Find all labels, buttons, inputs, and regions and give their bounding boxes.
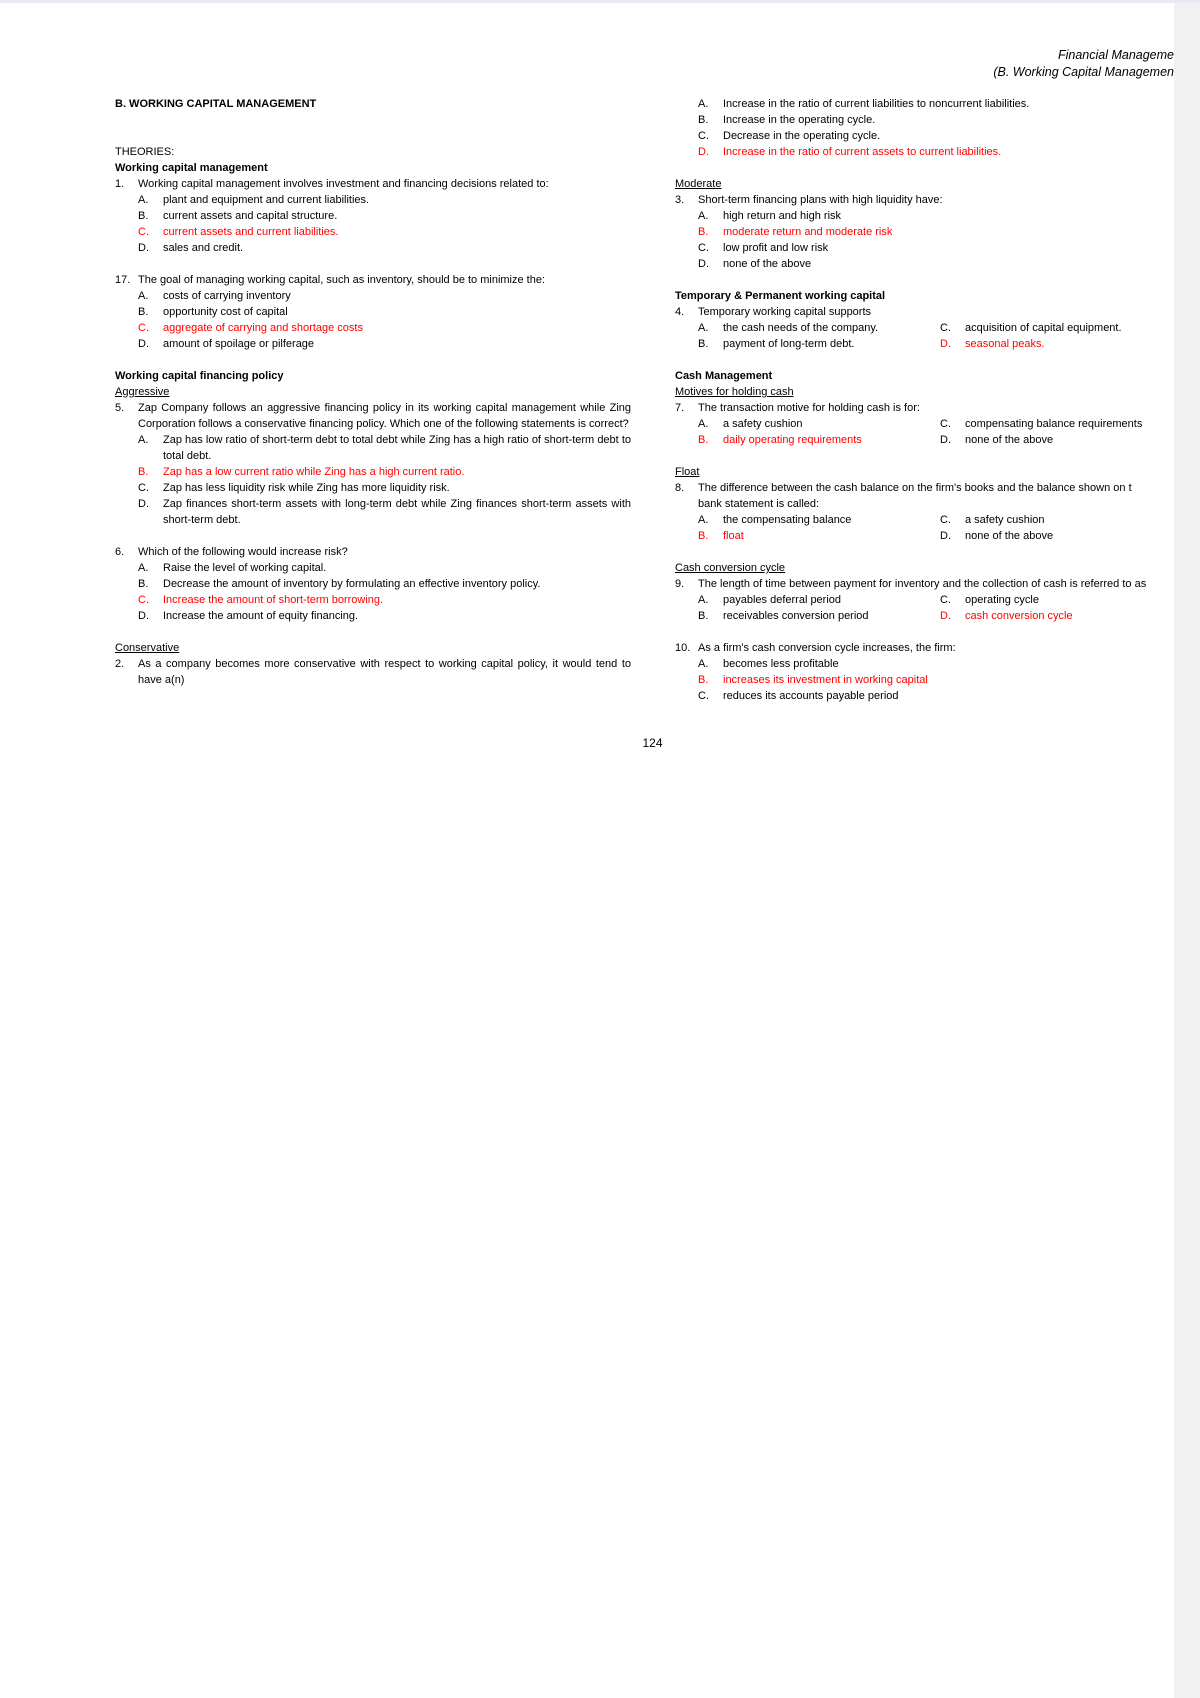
option-text: a safety cushion — [965, 514, 1045, 526]
option-a — [138, 288, 631, 304]
option-letter: D. — [698, 146, 709, 158]
question-text: Short-term financing plans with high liquidity have: — [698, 194, 943, 206]
option-letter: B. — [698, 674, 709, 686]
right-column — [675, 96, 1174, 704]
running-header-subtitle: (B. Working Capital Managemen — [993, 65, 1174, 79]
page-number: 124 — [642, 736, 663, 750]
option-letter: C. — [698, 242, 709, 254]
option-letter: A. — [698, 594, 709, 606]
question-number: 6. — [115, 546, 125, 558]
option-text: becomes less profitable — [723, 658, 839, 670]
question-8 — [675, 480, 1174, 496]
option-text: low profit and low risk — [723, 242, 829, 254]
subheading-float: Float — [675, 466, 700, 478]
question-text: The difference between the cash balance on the firm's books and the balance shown on t — [698, 482, 1132, 494]
option-a — [698, 416, 940, 432]
option-letter: B. — [138, 210, 149, 222]
option-letter: D. — [940, 610, 951, 622]
subheading-cash-conversion-cycle: Cash conversion cycle — [675, 562, 786, 574]
option-text: Increase the amount of equity financing. — [163, 610, 359, 622]
option-a — [698, 592, 940, 608]
option-letter: D. — [138, 338, 149, 350]
question-10 — [675, 640, 1174, 656]
option-d — [940, 528, 1174, 544]
option-letter: A. — [698, 98, 709, 110]
option-text: current assets and capital structure. — [163, 210, 338, 222]
section-title: B. WORKING CAPITAL MANAGEMENT — [115, 98, 317, 110]
option-letter: B. — [138, 466, 149, 478]
option-text: cash conversion cycle — [965, 610, 1073, 622]
option-letter: C. — [138, 322, 149, 334]
question-text: The goal of managing working capital, such as inventory, should be to minimize the: — [138, 274, 546, 286]
option-letter: C. — [940, 594, 951, 606]
option-a — [138, 192, 631, 208]
question-text: The length of time between payment for inventory and the collection of cash is referred to as — [698, 578, 1147, 590]
option-c — [940, 512, 1174, 528]
option-text: Raise the level of working capital. — [163, 562, 327, 574]
option-row — [698, 512, 1174, 528]
option-letter: D. — [138, 610, 149, 622]
question-1 — [115, 176, 631, 192]
question-text-continued: bank statement is called: — [698, 498, 820, 510]
theories-label: THEORIES: — [115, 146, 175, 158]
question-number: 8. — [675, 482, 685, 494]
option-letter: B. — [698, 610, 709, 622]
option-letter: B. — [698, 226, 709, 238]
option-text: daily operating requirements — [723, 434, 862, 446]
heading-temporary-permanent: Temporary & Permanent working capital — [675, 290, 886, 302]
option-a — [698, 656, 1174, 672]
option-row — [698, 320, 1174, 336]
question-number: 10. — [675, 642, 691, 654]
option-letter: B. — [698, 530, 709, 542]
question-3 — [675, 192, 1174, 208]
question-text: As a company becomes more conservative with respect to working capital policy, it would tend to have a(n) — [138, 658, 631, 686]
option-letter: D. — [940, 530, 951, 542]
question-text: Temporary working capital supports — [698, 306, 872, 318]
option-text: none of the above — [965, 530, 1054, 542]
option-text: the compensating balance — [723, 514, 852, 526]
option-text: none of the above — [723, 258, 812, 270]
left-column — [115, 96, 631, 688]
option-letter: B. — [698, 434, 709, 446]
option-letter: A. — [138, 562, 149, 574]
question-text: As a firm's cash conversion cycle increases, the firm: — [698, 642, 956, 654]
option-letter: A. — [698, 514, 709, 526]
subheading-motives: Motives for holding cash — [675, 386, 794, 398]
option-letter: A. — [698, 418, 709, 430]
option-letter: B. — [138, 306, 149, 318]
question-9 — [675, 576, 1174, 592]
subheading-moderate: Moderate — [675, 178, 722, 190]
heading-financing-policy: Working capital financing policy — [115, 370, 284, 382]
option-d-answer — [698, 144, 1174, 160]
option-b — [138, 304, 631, 320]
option-b-answer — [138, 464, 631, 480]
question-number: 3. — [675, 194, 685, 206]
option-a — [138, 560, 631, 576]
option-b — [138, 208, 631, 224]
option-a — [698, 96, 1174, 112]
question-2 — [115, 656, 631, 688]
option-row — [698, 608, 1174, 624]
question-number: 2. — [115, 658, 125, 670]
option-text: high return and high risk — [723, 210, 842, 222]
question-text: The transaction motive for holding cash is for: — [698, 402, 920, 414]
option-letter: A. — [698, 210, 709, 222]
question-text: Which of the following would increase risk? — [138, 546, 348, 558]
option-text: sales and credit. — [163, 242, 244, 254]
option-text: increases its investment in working capital — [723, 674, 928, 686]
option-row — [698, 432, 1174, 448]
option-text: a safety cushion — [723, 418, 803, 430]
option-b — [698, 112, 1174, 128]
option-text: the cash needs of the company. — [723, 322, 879, 334]
vertical-scrollbar[interactable] — [1174, 3, 1200, 1698]
option-letter: A. — [138, 290, 149, 302]
option-letter: C. — [698, 690, 709, 702]
option-letter: C. — [138, 482, 149, 494]
option-letter: C. — [138, 226, 149, 238]
option-letter: A. — [698, 322, 709, 334]
question-5 — [115, 400, 631, 432]
option-d — [698, 256, 1174, 272]
option-d-answer — [940, 336, 1174, 352]
option-letter: D. — [940, 338, 951, 350]
option-letter: D. — [138, 498, 149, 510]
question-number: 5. — [115, 402, 125, 414]
option-text: payment of long-term debt. — [723, 338, 855, 350]
option-c — [698, 128, 1174, 144]
option-d — [138, 608, 631, 624]
running-header-title: Financial Manageme — [1057, 48, 1174, 62]
option-letter: D. — [698, 258, 709, 270]
option-letter: B. — [138, 578, 149, 590]
option-text: operating cycle — [965, 594, 1039, 606]
option-text: Zap finances short-term assets with long-term debt while Zing finances short-term assets with short-term debt. — [163, 498, 631, 526]
option-row — [698, 336, 1174, 352]
option-a — [698, 512, 940, 528]
option-text: Increase in the ratio of current assets to current liabilities. — [723, 146, 1002, 158]
subheading-aggressive: Aggressive — [115, 386, 170, 398]
heading-cash-management: Cash Management — [675, 370, 773, 382]
option-letter: C. — [698, 130, 709, 142]
question-number: 4. — [675, 306, 685, 318]
question-6 — [115, 544, 631, 560]
option-text: acquisition of capital equipment. — [965, 322, 1122, 334]
option-letter: D. — [940, 434, 951, 446]
option-letter: C. — [940, 418, 951, 430]
option-letter: C. — [940, 514, 951, 526]
question-text: Working capital management involves investment and financing decisions related to: — [138, 178, 549, 190]
option-text: receivables conversion period — [723, 610, 869, 622]
option-d — [138, 240, 631, 256]
option-b — [138, 576, 631, 592]
option-text: payables deferral period — [723, 594, 842, 606]
option-text: float — [723, 530, 744, 542]
option-row — [698, 528, 1174, 544]
question-text: Zap Company follows an aggressive financing policy in its working capital management while Zing Corporation follows a conservative financing policy. Which one of the following statements is correct? — [138, 402, 631, 430]
option-text: Zap has low ratio of short-term debt to total debt while Zing has a high ratio of short-term debt to total debt. — [163, 434, 631, 462]
option-d — [138, 336, 631, 352]
option-b-answer — [698, 672, 1174, 688]
option-b-answer — [698, 528, 940, 544]
option-text: moderate return and moderate risk — [723, 226, 893, 238]
option-letter: A. — [698, 658, 709, 670]
option-letter: D. — [138, 242, 149, 254]
option-letter: C. — [138, 594, 149, 606]
option-b-answer — [698, 224, 1174, 240]
option-text: Zap has less liquidity risk while Zing has more liquidity risk. — [163, 482, 450, 494]
option-a — [138, 432, 631, 464]
option-text: Decrease in the operating cycle. — [723, 130, 881, 142]
option-row — [698, 416, 1174, 432]
option-d-answer — [940, 608, 1174, 624]
option-c-answer — [138, 320, 631, 336]
question-number: 7. — [675, 402, 685, 414]
option-text: aggregate of carrying and shortage costs — [163, 322, 363, 334]
option-letter: C. — [940, 322, 951, 334]
option-c — [138, 480, 631, 496]
option-d — [138, 496, 631, 528]
option-a — [698, 320, 940, 336]
option-text: Decrease the amount of inventory by formulating an effective inventory policy. — [163, 578, 541, 590]
option-c — [940, 416, 1174, 432]
option-text: Zap has a low current ratio while Zing has a high current ratio. — [163, 466, 465, 478]
option-b — [698, 608, 940, 624]
question-17 — [115, 272, 631, 288]
heading-working-capital-management: Working capital management — [115, 162, 268, 174]
option-text: opportunity cost of capital — [163, 306, 288, 318]
option-letter: A. — [138, 194, 149, 206]
option-text: plant and equipment and current liabilities. — [163, 194, 370, 206]
option-text: Increase the amount of short-term borrowing. — [163, 594, 384, 606]
option-b — [698, 336, 940, 352]
option-letter: A. — [138, 434, 149, 446]
option-text: none of the above — [965, 434, 1054, 446]
option-c — [698, 240, 1174, 256]
question-number: 17. — [115, 274, 131, 286]
option-text: reduces its accounts payable period — [723, 690, 899, 702]
option-c-answer — [138, 592, 631, 608]
option-c — [940, 320, 1174, 336]
option-c — [698, 688, 1174, 704]
option-b-answer — [698, 432, 940, 448]
option-a — [698, 208, 1174, 224]
option-text: current assets and current liabilities. — [163, 226, 339, 238]
option-text: seasonal peaks. — [965, 338, 1045, 350]
question-7 — [675, 400, 1174, 416]
option-c — [940, 592, 1174, 608]
option-text: Increase in the operating cycle. — [723, 114, 876, 126]
question-8-continued — [675, 496, 1174, 512]
option-text: amount of spoilage or pilferage — [163, 338, 315, 350]
option-text: costs of carrying inventory — [163, 290, 291, 302]
question-4 — [675, 304, 1174, 320]
document-page — [0, 3, 1174, 1698]
option-letter: B. — [698, 338, 709, 350]
subheading-conservative: Conservative — [115, 642, 180, 654]
question-number: 1. — [115, 178, 125, 190]
option-text: Increase in the ratio of current liabilities to noncurrent liabilities. — [723, 98, 1030, 110]
option-c-answer — [138, 224, 631, 240]
question-number: 9. — [675, 578, 685, 590]
option-row — [698, 592, 1174, 608]
option-letter: B. — [698, 114, 709, 126]
option-text: compensating balance requirements — [965, 418, 1143, 430]
option-d — [940, 432, 1174, 448]
